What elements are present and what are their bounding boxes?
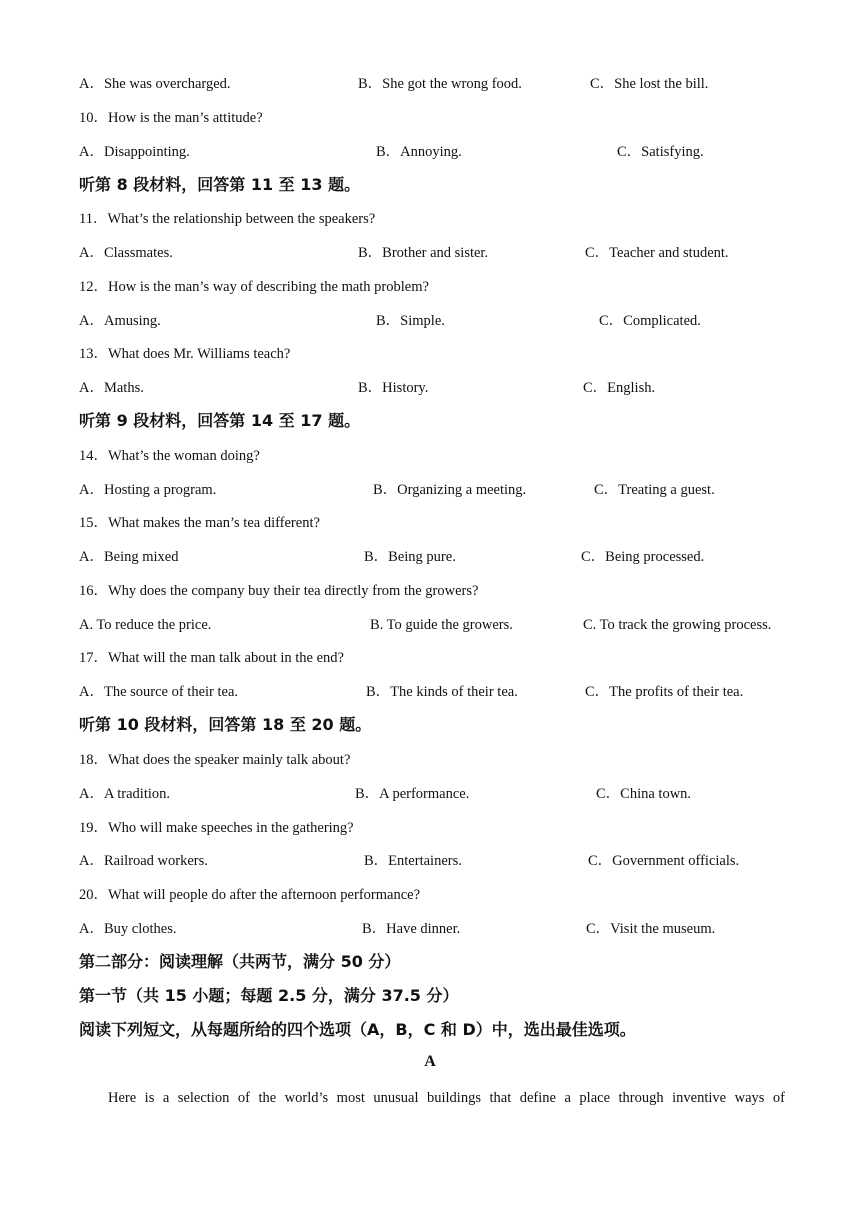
- answer-options-row: [0, 682, 860, 702]
- answer-options-row: [0, 142, 860, 162]
- question-text: 18．What does the speaker mainly talk about?: [79, 752, 351, 768]
- answer-option-b: B．Simple.: [376, 313, 445, 329]
- answer-option-b: B．Annoying.: [376, 144, 462, 160]
- answer-option-a: A．Buy clothes.: [79, 921, 177, 937]
- question-text: 12．How is the man’s way of describing the math problem?: [79, 279, 429, 295]
- answer-option-a: A．Classmates.: [79, 245, 173, 261]
- answer-option-b: B．History.: [358, 380, 429, 396]
- answer-option-b: B．A performance.: [355, 786, 470, 802]
- answer-options-row: [0, 243, 860, 263]
- answer-option-a: A．A tradition.: [79, 786, 171, 802]
- section-heading: 第二部分：阅读理解（共两节，满分 50 分）: [79, 952, 401, 971]
- answer-option-c: C．She lost the bill.: [590, 76, 709, 92]
- question-text: 13．What does Mr. Williams teach?: [79, 346, 291, 362]
- section-heading: 听第 10 段材料，回答第 18 至 20 题。: [79, 715, 372, 734]
- section-heading: 阅读下列短文，从每题所给的四个选项（A，B，C 和 D）中，选出最佳选项。: [79, 1020, 636, 1039]
- answer-option-c: C．Visit the museum.: [586, 921, 716, 937]
- section-heading: 听第 9 段材料，回答第 14 至 17 题。: [79, 411, 361, 430]
- answer-option-b: B．The kinds of their tea.: [366, 684, 518, 700]
- question-text: 17．What will the man talk about in the end?: [79, 650, 344, 666]
- answer-option-b: B. To guide the growers.: [370, 617, 513, 633]
- answer-options-row: [0, 378, 860, 398]
- answer-option-a: A．Disappointing.: [79, 144, 190, 160]
- answer-option-c: C．Treating a guest.: [594, 482, 715, 498]
- passage-label: A: [424, 1053, 436, 1070]
- answer-option-a: A．Maths.: [79, 380, 144, 396]
- answer-option-b: B．She got the wrong food.: [358, 76, 522, 92]
- question-text: 14．What’s the woman doing?: [79, 448, 260, 464]
- answer-option-b: B．Brother and sister.: [358, 245, 489, 261]
- answer-option-c: C．Complicated.: [599, 313, 701, 329]
- question-text: 10．How is the man’s attitude?: [79, 110, 263, 126]
- answer-option-c: C．China town.: [596, 786, 692, 802]
- answer-option-a: A．The source of their tea.: [79, 684, 239, 700]
- answer-option-b: B．Organizing a meeting.: [373, 482, 527, 498]
- answer-option-c: C．Being processed.: [581, 549, 705, 565]
- section-heading: 第一节（共 15 小题；每题 2.5 分，满分 37.5 分）: [79, 986, 459, 1005]
- question-text: 20．What will people do after the afternoon performance?: [79, 887, 421, 903]
- answer-option-c: C. To track the growing process.: [583, 617, 772, 633]
- answer-option-b: B．Being pure.: [364, 549, 456, 565]
- answer-options-row: [0, 547, 860, 567]
- section-heading: 听第 8 段材料，回答第 11 至 13 题。: [79, 175, 361, 194]
- answer-options-row: [0, 311, 860, 331]
- answer-option-a: A．Railroad workers.: [79, 853, 208, 869]
- answer-options-row: [0, 851, 860, 871]
- answer-option-c: C．The profits of their tea.: [585, 684, 744, 700]
- answer-option-a: A．Being mixed: [79, 549, 179, 565]
- answer-option-a: A. To reduce the price.: [79, 617, 212, 633]
- answer-option-b: B．Entertainers.: [364, 853, 462, 869]
- answer-option-c: C．Satisfying.: [617, 144, 704, 160]
- answer-option-c: C．Teacher and student.: [585, 245, 729, 261]
- answer-options-row: [0, 784, 860, 804]
- answer-option-b: B．Have dinner.: [362, 921, 461, 937]
- question-text: 16．Why does the company buy their tea directly from the growers?: [79, 583, 479, 599]
- question-text: 11．What’s the relationship between the speakers?: [79, 211, 376, 227]
- answer-option-a: A．Hosting a program.: [79, 482, 217, 498]
- answer-options-row: [0, 74, 860, 94]
- answer-option-c: C．Government officials.: [588, 853, 740, 869]
- answer-options-row: [0, 480, 860, 500]
- passage-paragraph: Here is a selection of the world’s most unusual buildings that define a place through inventive ways of: [108, 1090, 785, 1106]
- answer-option-a: A．She was overcharged.: [79, 76, 231, 92]
- question-text: 19．Who will make speeches in the gathering?: [79, 820, 354, 836]
- question-text: 15．What makes the man’s tea different?: [79, 515, 320, 531]
- answer-option-a: A．Amusing.: [79, 313, 161, 329]
- answer-options-row: [0, 615, 860, 635]
- answer-option-c: C．English.: [583, 380, 656, 396]
- answer-options-row: [0, 919, 860, 939]
